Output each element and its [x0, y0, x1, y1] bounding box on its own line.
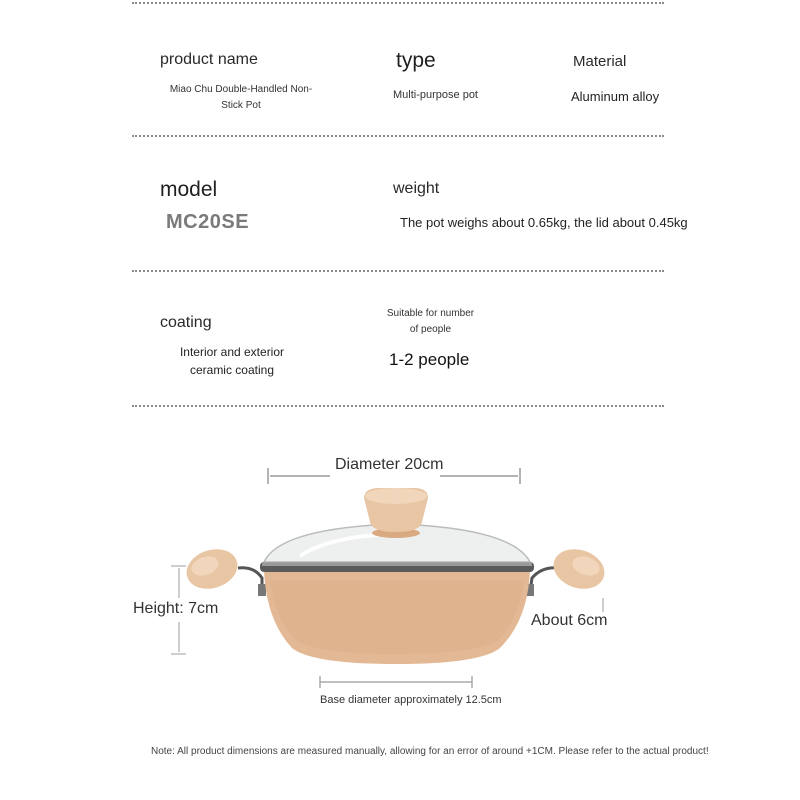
material-label: Material	[573, 53, 627, 70]
people-label: Suitable for number of people	[386, 308, 475, 335]
model-value: MC20SE	[166, 211, 250, 233]
height-arrow	[171, 566, 186, 654]
model-label: model	[160, 178, 218, 201]
product-name-value: Miao Chu Double-Handled Non-Stick Pot	[169, 84, 313, 111]
base-diameter-label: Base diameter approximately 12.5cm	[320, 694, 502, 706]
divider-top	[132, 2, 664, 4]
divider-2	[132, 270, 664, 272]
people-value: 1-2 people	[389, 350, 470, 369]
coating-value: Interior and exterior ceramic coating	[179, 345, 285, 377]
handle-size-arrow	[520, 598, 603, 612]
weight-label: weight	[393, 180, 440, 197]
weight-value: The pot weighs about 0.65kg, the lid about 0.45kg	[400, 215, 688, 230]
material-value: Aluminum alloy	[571, 89, 660, 104]
type-value: Multi-purpose pot	[393, 89, 478, 101]
diameter-arrow	[268, 468, 520, 484]
type-label: type	[396, 49, 436, 72]
measurement-note: Note: All product dimensions are measured manually, allowing for an error of around +1CM. Please refer to the actual product!	[151, 746, 709, 757]
coating-label: coating	[160, 314, 212, 331]
divider-1	[132, 135, 664, 137]
pot-illustration	[0, 440, 800, 720]
height-label: Height: 7cm	[133, 600, 219, 617]
product-name-label: product name	[160, 51, 258, 68]
diameter-label: Diameter 20cm	[335, 456, 444, 473]
base-arrow	[320, 676, 472, 688]
divider-3	[132, 405, 664, 407]
handle-size-label: About 6cm	[531, 612, 608, 629]
